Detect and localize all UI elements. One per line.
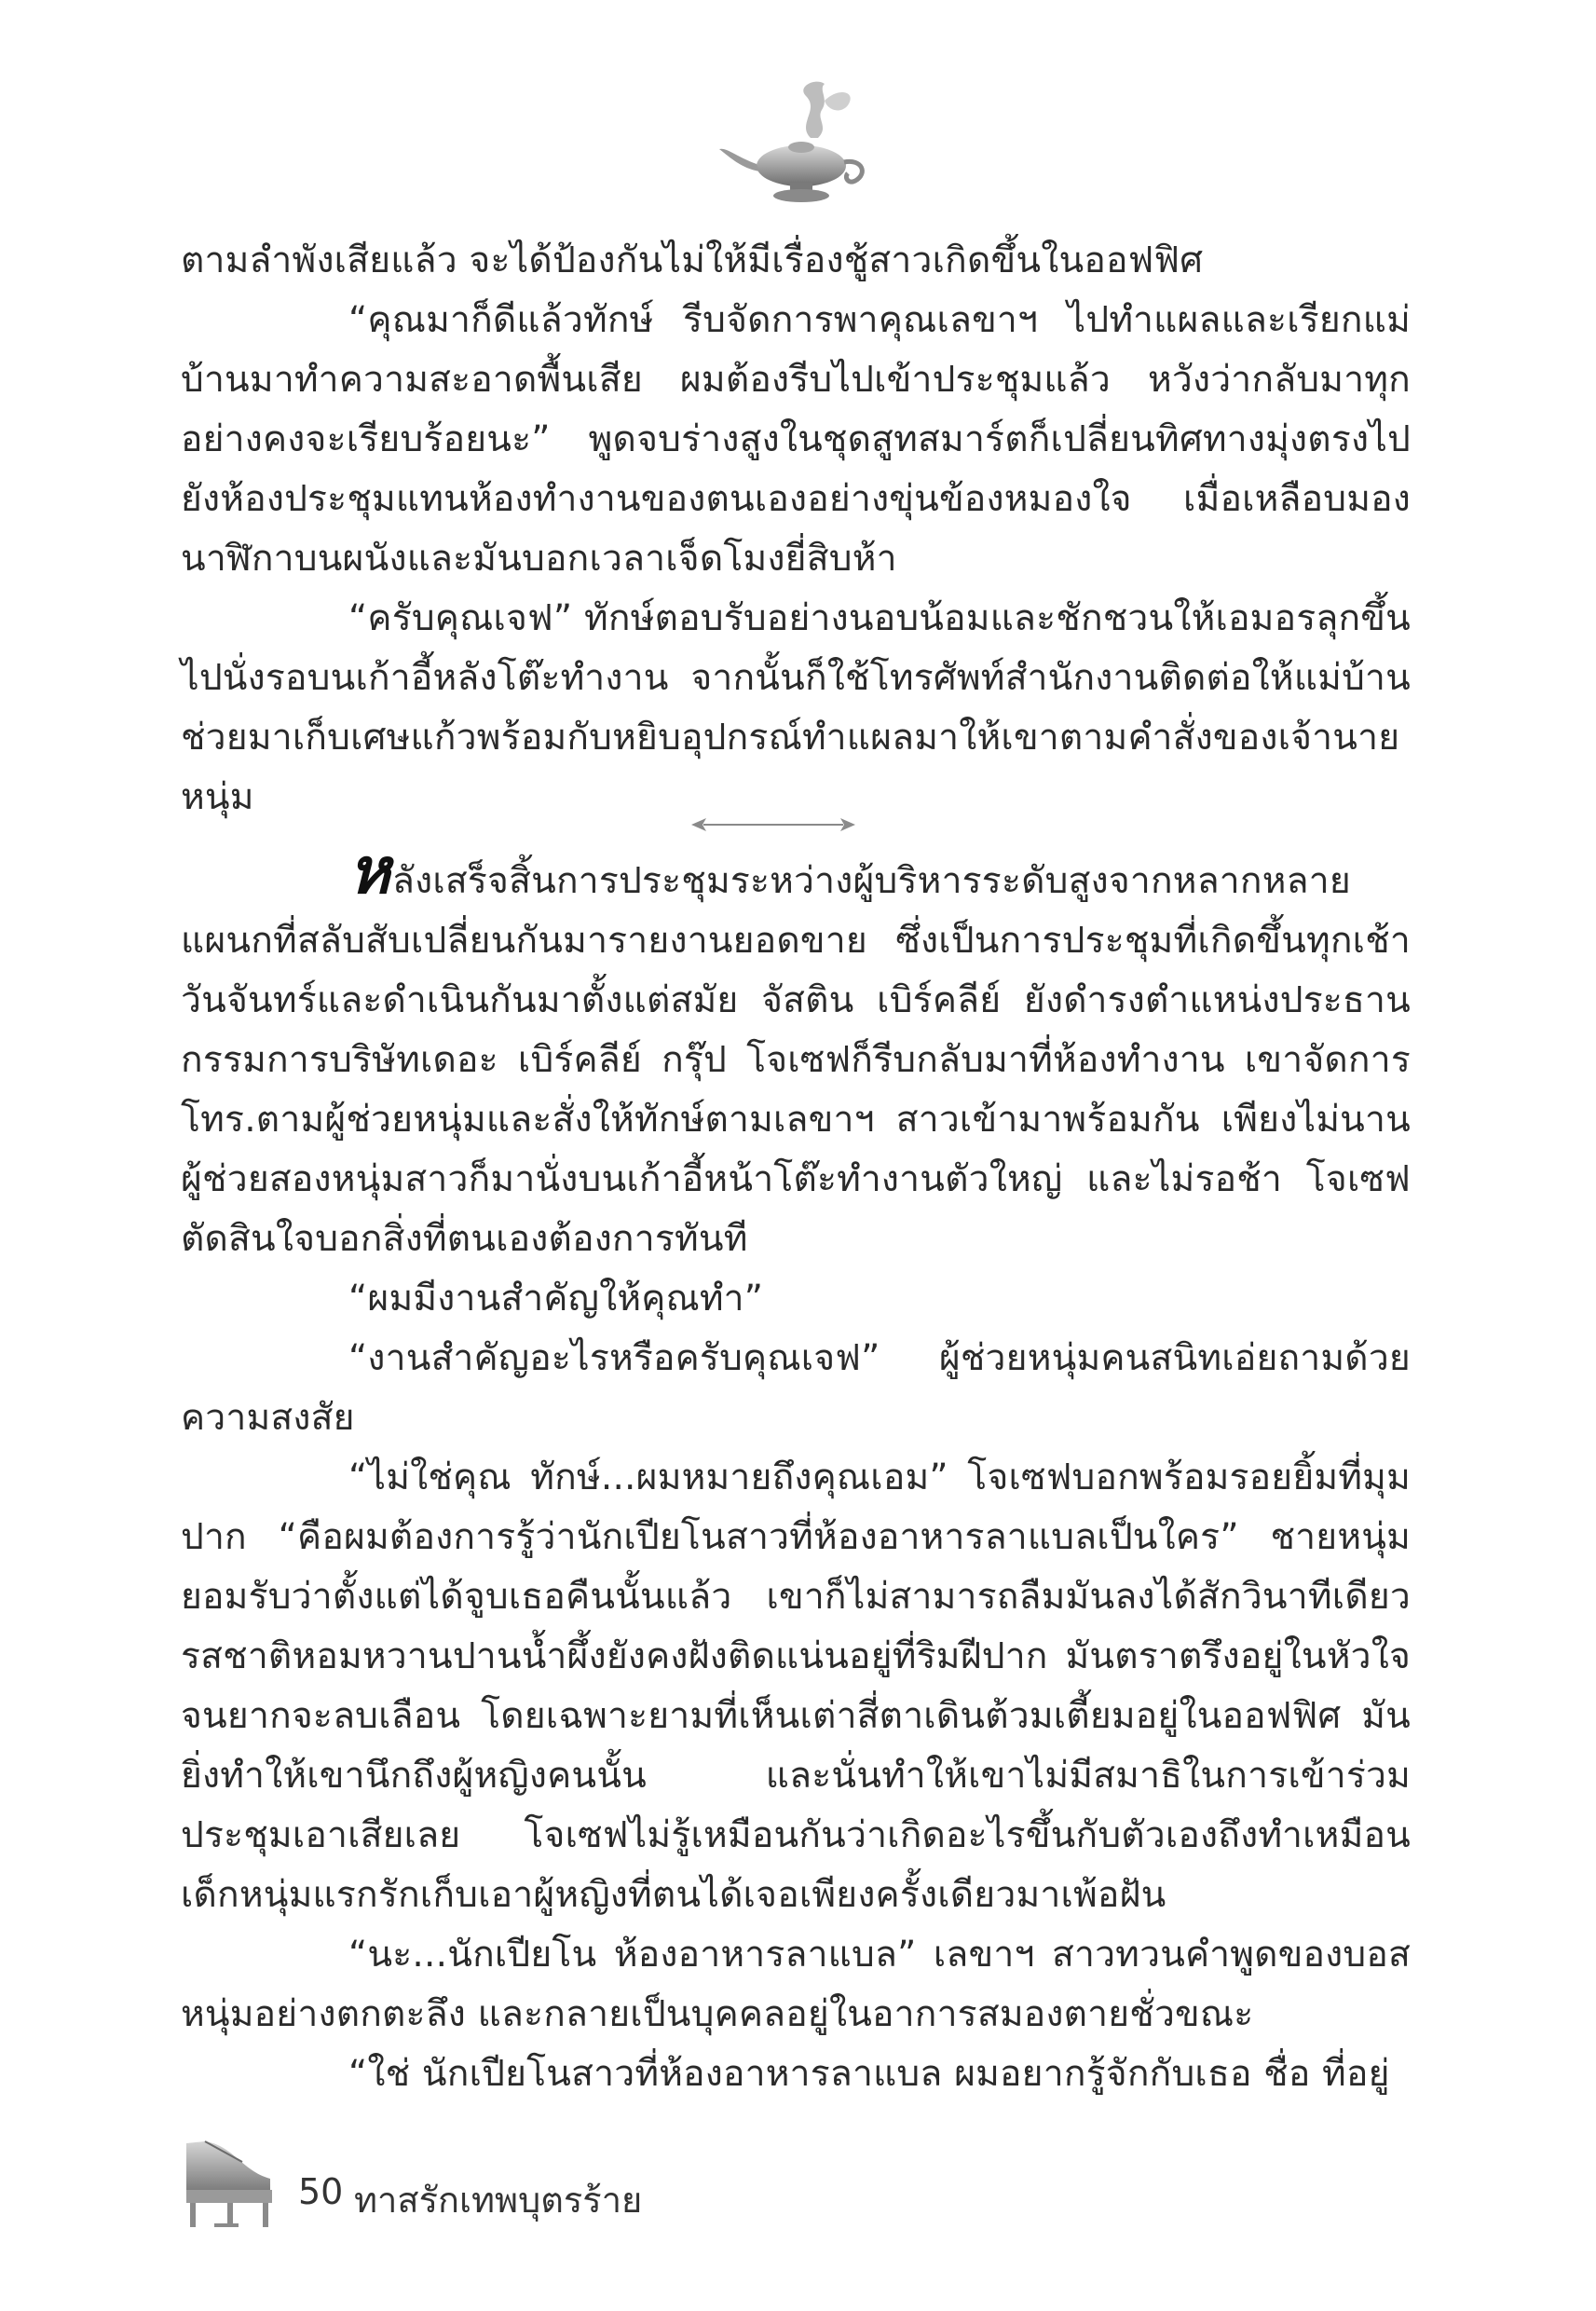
book-title: ทาสรักเทพบุตรร้าย <box>354 2180 643 2221</box>
paragraph: “ไม่ใช่คุณ ทักษ์...ผมหมายถึงคุณเอม” โจเซฟบอกพร้อมรอยยิ้มที่มุมปาก “คือผมต้องการรู้ว่านักเปียโนสาวที่ห้องอาหารลาแบลเป็นใคร” ชายหนุ่มยอมรับว่าตั้งแต่ได้จูบเธอคืนนั้นแล้ว เขาก็ไม่สามารถลืมมันลงได้สักวินาทีเดียว รสชาติหอมหวานปานน้ำผึ้งยังคงฝังติดแน่นอยู่ที่ริมฝีปาก มันตราตรึงอยู่ในหัวใจจนยากจะลบเลือน โดยเฉพาะยามที่เห็นเต่าสี่ตาเดินต้วมเตี้ยมอยู่ในออฟฟิศ มันยิ่งทำให้เขานึกถึงผู้หญิงคนนั้น และนั่นทำให้เขาไม่มีสมาธิในการเข้าร่วมประชุมเอาเสียเลย โจเซฟไม่รู้เหมือนกันว่าเกิดอะไรขึ้นกับตัวเองถึงทำเหมือนเด็กหนุ่มแรกรักเก็บเอาผู้หญิงที่ตนได้เจอเพียงครั้งเดียวมาเพ้อฝัน <box>181 1456 1411 1916</box>
grand-piano-icon <box>177 2134 280 2236</box>
paragraph: ตามลำพังเสียแล้ว จะได้ป้องกันไม่ให้มีเรื่องชู้สาวเกิดขึ้นในออฟฟิศ <box>181 239 1204 281</box>
drop-cap: ห <box>348 834 391 909</box>
page-number: 50 <box>298 2171 344 2212</box>
paragraph-text: ลังเสร็จสิ้นการประชุมระหว่างผู้บริหารระดับสูงจากหลากหลายแผนกที่สลับสับเปลี่ยนกันมารายงานยอดขาย ซึ่งเป็นการประชุมที่เกิดขึ้นทุกเช้าวันจันทร์และดำเนินกันมาตั้งแต่สมัย จัสติน เบิร์คลีย์ ยังดำรงตำแหน่งประธานกรรมการบริษัทเดอะ เบิร์คลีย์ กรุ๊ป โจเซฟก็รีบกลับมาที่ห้องทำงาน เขาจัดการโทร.ตามผู้ช่วยหนุ่มและสั่งให้ทักษ์ตามเลขาฯ สาวเข้ามาพร้อมกัน เพียงไม่นานผู้ช่วยสองหนุ่มสาวก็มานั่งบนเก้าอี้หน้าโต๊ะทำงานตัวใหญ่ และไม่รอช้า โจเซฟตัดสินใจบอกสิ่งที่ตนเองต้องการทันที <box>181 860 1411 1260</box>
paragraph: “งานสำคัญอะไรหรือครับคุณเจฟ” ผู้ช่วยหนุ่มคนสนิทเอ่ยถามด้วยความสงสัย <box>181 1337 1411 1439</box>
section-1 <box>181 231 1411 827</box>
paragraph: “คุณมาก็ดีแล้วทักษ์ รีบจัดการพาคุณเลขาฯ ไปทำแผลและเรียกแม่บ้านมาทำความสะอาดพื้นเสีย ผมต้องรีบไปเข้าประชุมแล้ว หวังว่ากลับมาทุกอย่างคงจะเรียบร้อยนะ” พูดจบร่างสูงในชุดสูทสมาร์ตก็เปลี่ยนทิศทางมุ่งตรงไปยังห้องประชุมแทนห้องทำงานของตนเองอย่างขุ่นข้องหมองใจ เมื่อเหลือบมองนาฬิกาบนผนังและมันบอกเวลาเจ็ดโมงยี่สิบห้า <box>181 299 1411 580</box>
magic-lamp-icon <box>708 73 894 222</box>
scene-divider <box>689 811 857 839</box>
paragraph: “ครับคุณเจฟ” ทักษ์ตอบรับอย่างนอบน้อมและชักชวนให้เอมอรลุกขึ้นไปนั่งรอบนเก้าอี้หลังโต๊ะทำงาน จากนั้นก็ใช้โทรศัพท์สำนักงานติดต่อให้แม่บ้านช่วยมาเก็บเศษแก้วพร้อมกับหยิบอุปกรณ์ทำแผลมาให้เขาตามคำสั่งของเจ้านายหนุ่ม <box>181 597 1411 818</box>
paragraph: “ใช่ นักเปียโนสาวที่ห้องอาหารลาแบล ผมอยากรู้จักกับเธอ ชื่อ ที่อยู่ <box>348 2053 1390 2095</box>
paragraph: “นะ...นักเปียโน ห้องอาหารลาแบล” เลขาฯ สาวทวนคำพูดของบอสหนุ่มอย่างตกตะลึง และกลายเป็นบุคคลอยู่ในอาการสมองตายชั่วขณะ <box>181 1934 1411 2035</box>
section-2 <box>181 834 1411 2104</box>
paragraph: “ผมมีงานสำคัญให้คุณทำ” <box>348 1278 764 1320</box>
page-footer <box>177 2134 829 2236</box>
paragraph <box>181 834 1411 1269</box>
